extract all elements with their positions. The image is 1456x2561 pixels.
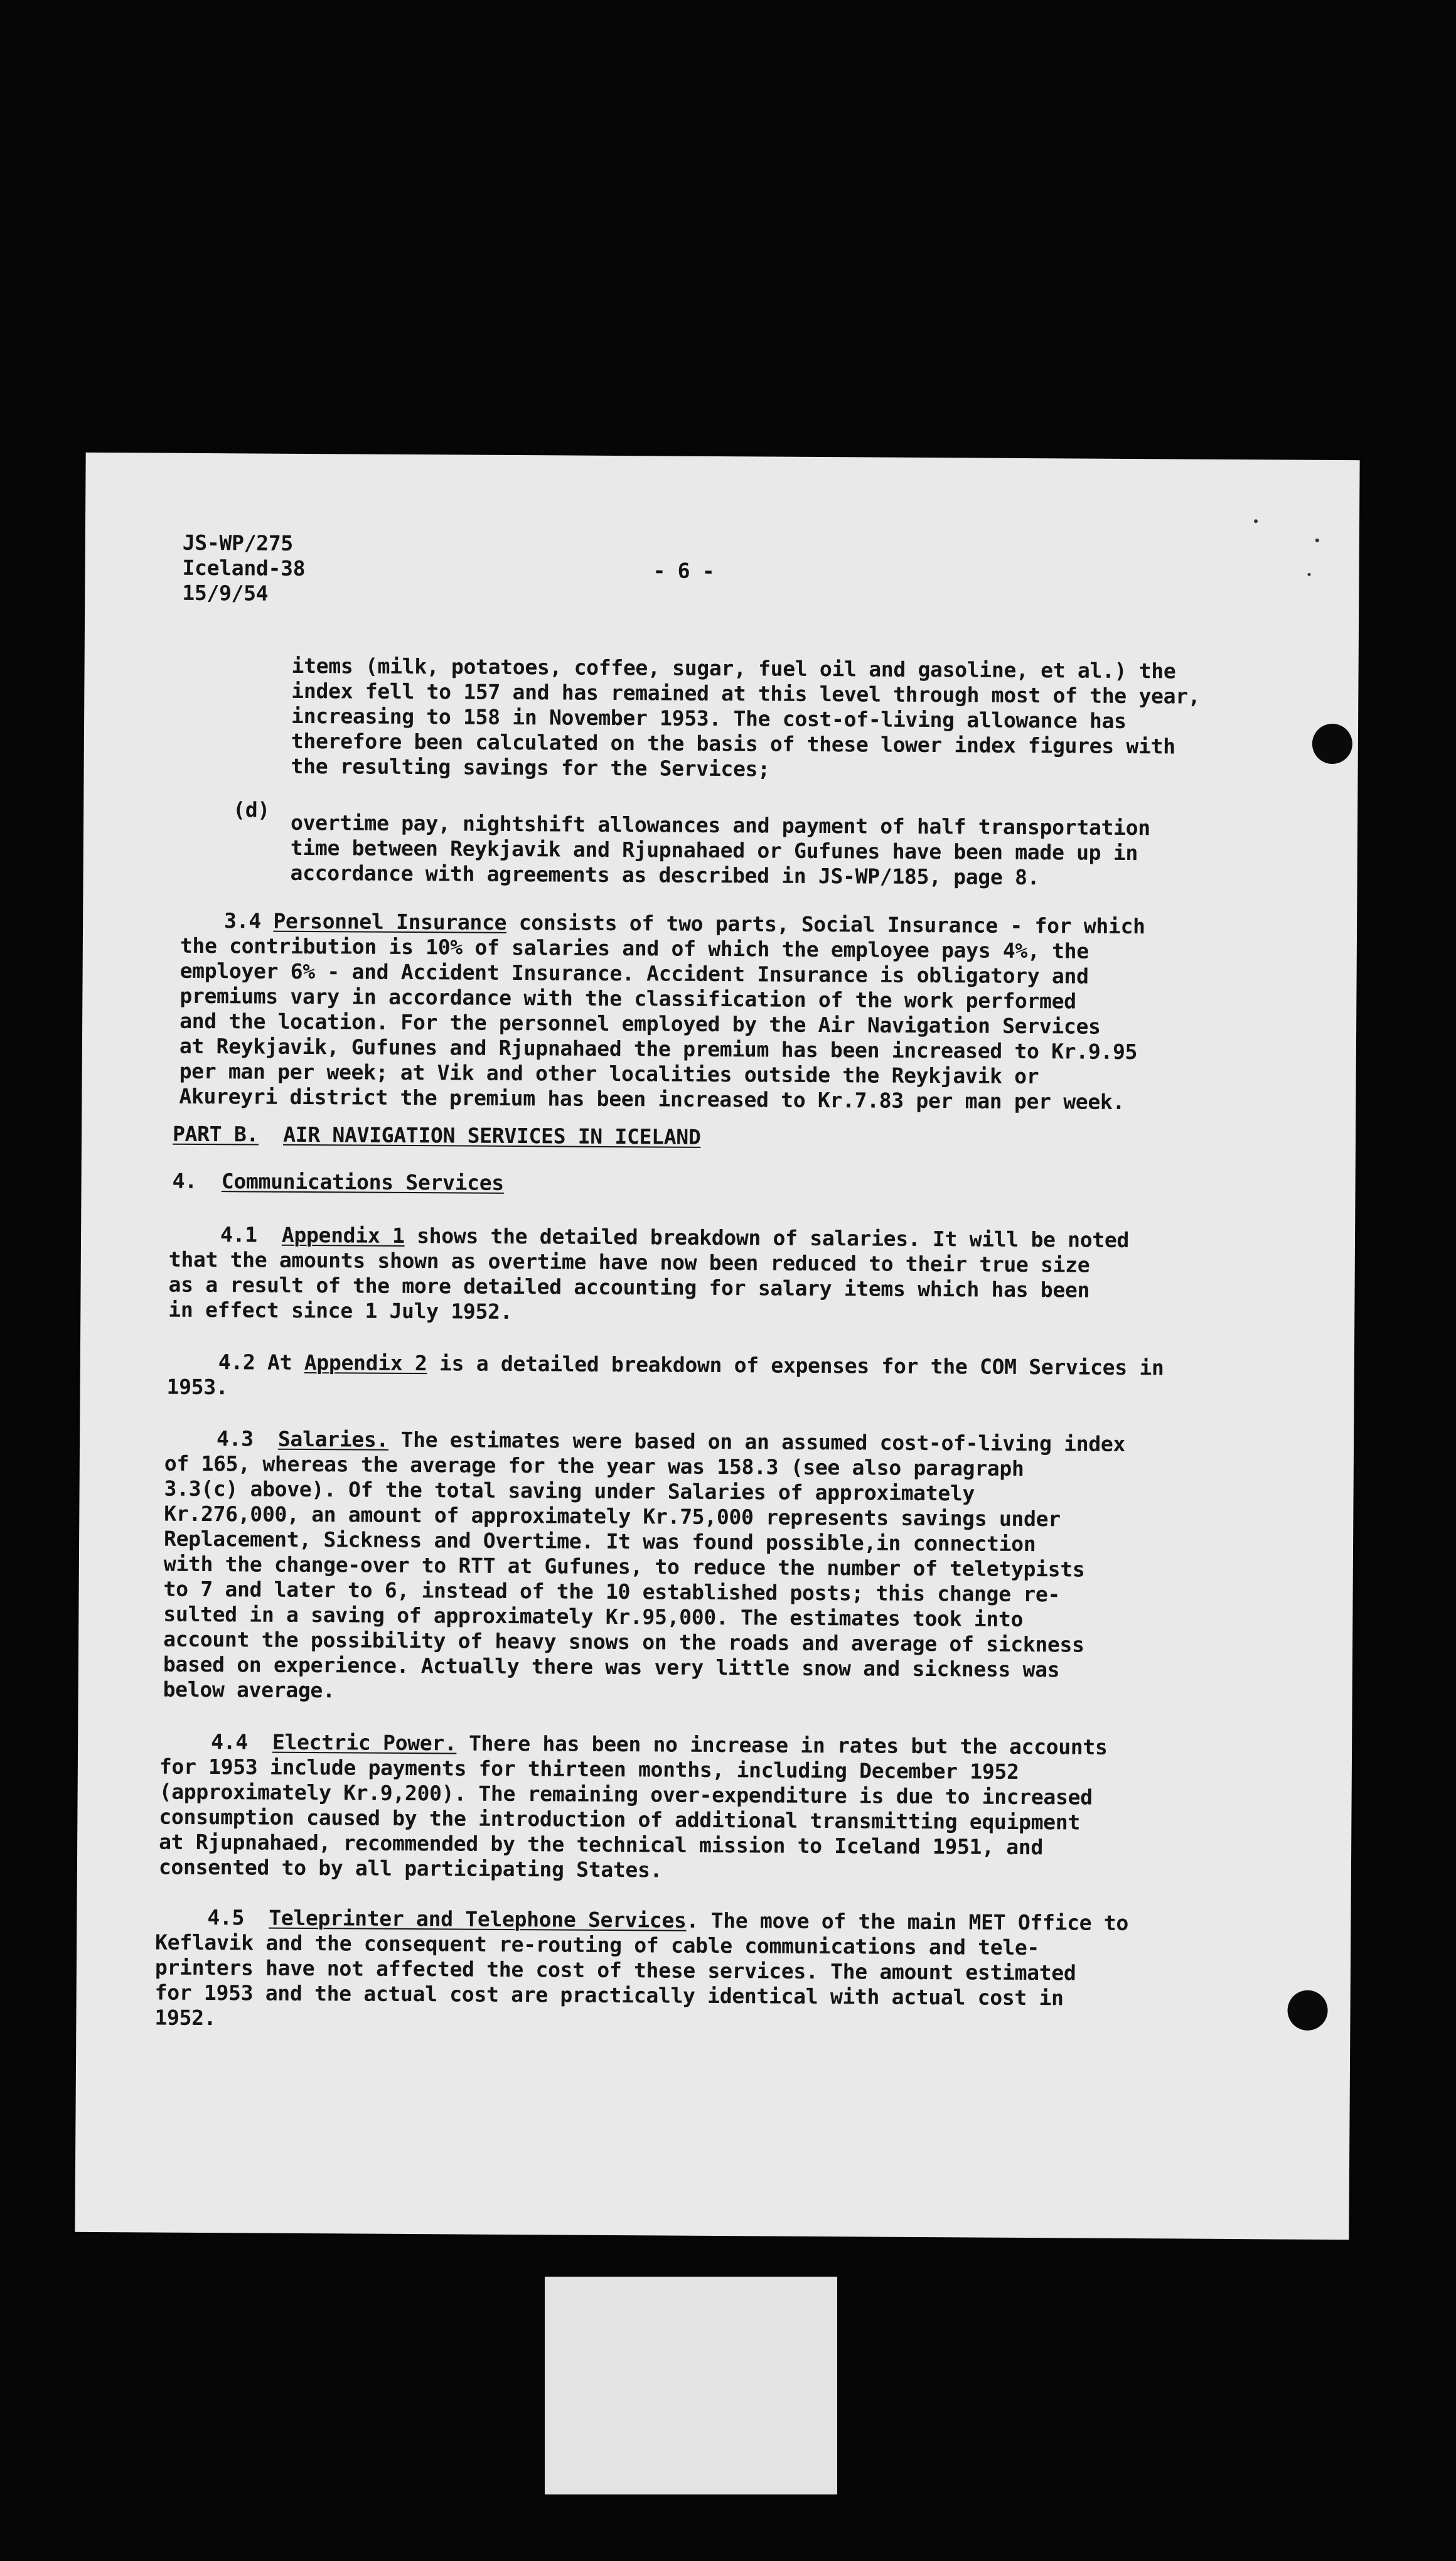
text-line: consented to by all participating States. — [158, 1854, 663, 1882]
blank-card — [545, 2277, 837, 2494]
text-line: as a result of the more detailed accounting for salary items which has been — [168, 1272, 1090, 1302]
text-line: overtime pay, nightshift allowances and payment of half transportation — [290, 810, 1150, 840]
section-title: Communications Services — [221, 1169, 505, 1195]
text-line: of 165, whereas the average for the year was 158.3 (see also paragraph — [164, 1451, 1024, 1481]
speck — [1315, 539, 1319, 542]
text-line: that the amounts shown as overtime have now been reduced to their true size — [168, 1247, 1090, 1277]
text-line: in effect since 1 July 1952. — [168, 1297, 513, 1324]
text-fragment: There has been no increase in rates but the accounts — [456, 1731, 1108, 1759]
para-number: 3.4 — [224, 908, 261, 933]
text-line: at Reykjavik, Gufunes and Rjupnahaed the premium has been increased to Kr.9.95 — [179, 1033, 1138, 1065]
doc-ref-line: JS-WP/275 — [182, 530, 294, 556]
text-line: the resulting savings for the Services; — [291, 753, 770, 781]
para-number: 4.3 — [216, 1426, 254, 1451]
part-label: PART B. — [172, 1121, 259, 1147]
para-number: 4.1 — [220, 1222, 257, 1247]
text-line: Akureyri district the premium has been increased to Kr.7.83 per man per week. — [179, 1083, 1125, 1114]
speck — [1308, 573, 1311, 576]
text-line: accordance with agreements as described in JS-WP/185, page 8. — [290, 860, 1040, 890]
para-number: 4.2 — [218, 1350, 255, 1375]
part-title: AIR NAVIGATION SERVICES IN ICELAND — [283, 1122, 701, 1149]
text-line: 1952. — [154, 2005, 217, 2031]
text-line: and the location. For the personnel employed by the Air Navigation Services — [179, 1008, 1101, 1039]
text-fragment: consists of two parts, Social Insurance - for which — [506, 910, 1145, 939]
punch-hole — [1287, 1990, 1327, 2031]
text-line: the contribution is 10% of salaries and of which the employee pays 4%, the — [179, 933, 1089, 964]
punch-hole — [1312, 724, 1352, 764]
text-line: 1953. — [166, 1374, 228, 1400]
para-number: 4.4 — [211, 1729, 248, 1754]
text-line: employer 6% - and Accident Insurance. Accident Insurance is obligatory and — [179, 958, 1089, 989]
doc-ref-line: Iceland-38 — [182, 555, 306, 581]
text-line: for 1953 include payments for thirteen months, including December 1952 — [159, 1754, 1019, 1784]
para-number: 4.5 — [207, 1905, 245, 1930]
para-4-2-first-line — [218, 1350, 1164, 1380]
text-fragment: . The move of the main MET Office to — [686, 1908, 1129, 1936]
section-heading: Appendix 2 — [304, 1350, 427, 1376]
section-number: 4. — [172, 1168, 197, 1193]
document-page — [75, 453, 1359, 2240]
text-line: based on experience. Actually there was very little snow and sickness was — [163, 1651, 1060, 1682]
text-fragment: shows the detailed breakdown of salaries. It will be noted — [404, 1223, 1130, 1253]
text-line: to 7 and later to 6, instead of the 10 established posts; this change re- — [163, 1576, 1061, 1607]
text-line: Kr.276,000, an amount of approximately Kr.75,000 represents savings under — [164, 1501, 1061, 1532]
section-4-heading — [172, 1169, 504, 1196]
text-line: printers have not affected the cost of these services. The amount estimated — [154, 1955, 1076, 1985]
text-line: with the change-over to RTT at Gufunes, to reduce the number of teletypists — [163, 1551, 1085, 1582]
text-line: per man per week; at Vik and other localities outside the Reykjavik or — [179, 1058, 1039, 1089]
item-label: (d) — [233, 797, 270, 822]
text-line: 3.3(c) above). Of the total saving under Salaries of approximately — [164, 1476, 975, 1506]
text-line: at Rjupnahaed, recommended by the technical mission to Iceland 1951, and — [159, 1829, 1044, 1860]
text-line: (approximately Kr.9,200). The remaining over-expenditure is due to increased — [159, 1779, 1093, 1810]
text-line: sulted in a saving of approximately Kr.95,000. The estimates took into — [163, 1601, 1024, 1631]
speck — [1254, 519, 1258, 523]
text-line: index fell to 157 and has remained at this level through most of the year, — [291, 678, 1201, 709]
text-line: for 1953 and the actual cost are practically identical with actual cost in — [154, 1980, 1064, 2011]
part-heading — [173, 1122, 701, 1150]
text-line: items (milk, potatoes, coffee, sugar, fuel oil and gasoline, et al.) the — [291, 653, 1176, 684]
text-fragment: The estimates were based on an assumed cost-of-living index — [388, 1427, 1126, 1456]
text-line: time between Reykjavik and Rjupnahaed or Gufunes have been made up in — [290, 835, 1138, 866]
text-line: below average. — [163, 1677, 335, 1703]
section-heading: Appendix 1 — [281, 1222, 405, 1248]
section-heading: Electric Power. — [272, 1729, 457, 1756]
text-fragment: is a detailed breakdown of expenses for the COM Services in — [427, 1351, 1164, 1380]
section-heading: Salaries. — [277, 1426, 389, 1452]
text-line: therefore been calculated on the basis of these lower index figures with — [291, 728, 1175, 759]
page-number: - 6 - — [653, 558, 715, 583]
text-line: increasing to 158 in November 1953. The cost-of-living allowance has — [291, 703, 1127, 733]
doc-ref-line: 15/9/54 — [182, 580, 269, 606]
text-line: Replacement, Sickness and Overtime. It was found possible,in connection — [163, 1526, 1036, 1557]
section-heading: Personnel Insurance — [273, 908, 507, 935]
text-fragment: At — [255, 1350, 304, 1375]
section-heading: Teleprinter and Telephone Services — [269, 1905, 687, 1933]
text-line: premiums vary in accordance with the classification of the work performed — [179, 983, 1076, 1014]
text-line: account the possibility of heavy snows on the roads and average of sickness — [163, 1626, 1084, 1657]
text-line: Keflavik and the consequent re-routing of cable communications and tele- — [155, 1930, 1040, 1960]
text-line: consumption caused by the introduction of additional transmitting equipment — [159, 1804, 1081, 1835]
